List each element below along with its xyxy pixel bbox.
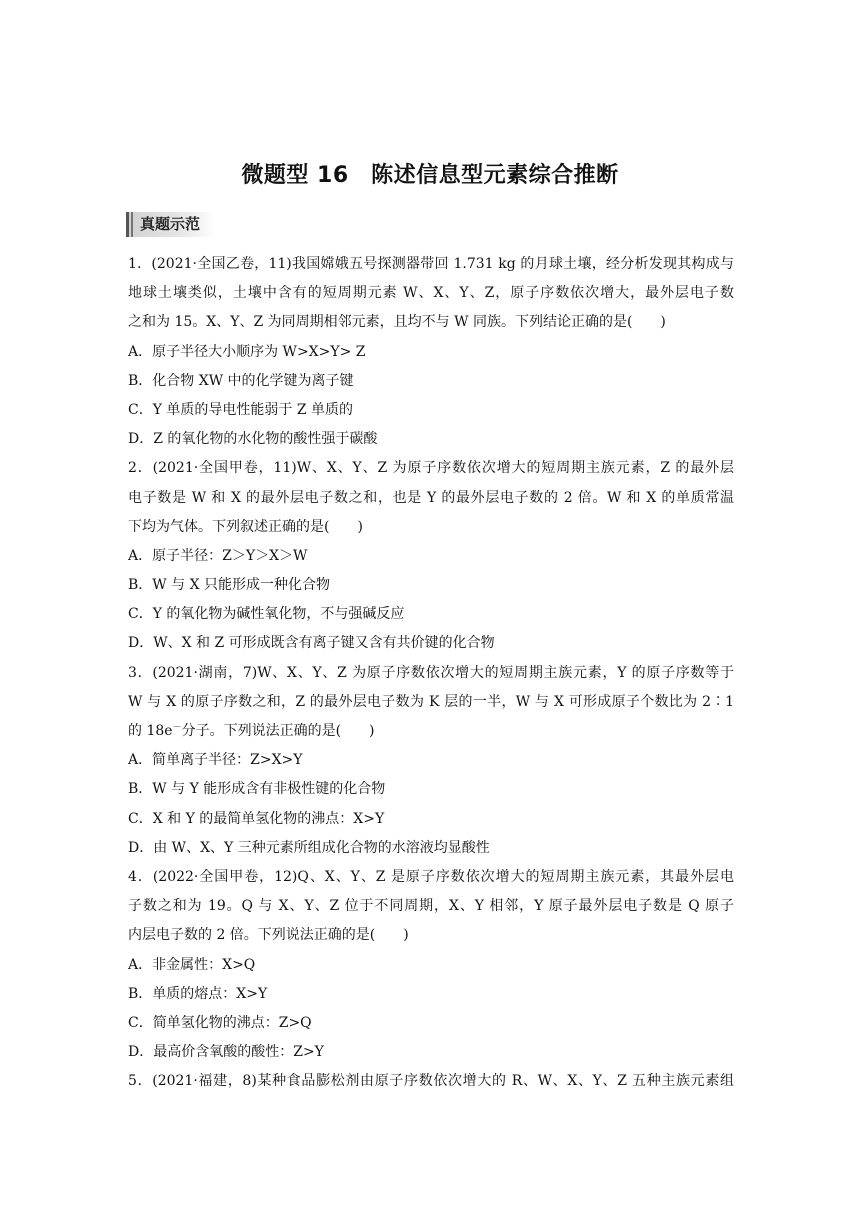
option-a: A．原子半径：Z＞Y＞X＞W <box>128 547 308 564</box>
option-a: A．简单离子半径：Z>X>Y <box>128 752 303 769</box>
question-stem-line: 子数之和为 19。Q 与 X、Y、Z 位于不同周期，X、Y 相邻，Y 原子最外层电子数是 Q 原子 <box>128 898 734 915</box>
question-stem-line <box>128 717 734 746</box>
question-stem-line: 3．(2021·湖南，7)W、X、Y、Z 为原子序数依次增大的短周期主族元素，Y 的原子序数等于 <box>128 664 734 681</box>
question-stem-line: 电子数是 W 和 X 的最外层电子数之和，也是 Y 的最外层电子数的 2 倍。W 和 X 的单质常温 <box>128 489 734 506</box>
option-d: D．Z 的氧化物的水化物的酸性强于碳酸 <box>128 431 378 448</box>
question-stem-line: 下均为气体。下列叙述正确的是( ) <box>128 518 363 535</box>
stem-text: 的 18e <box>128 723 173 739</box>
option-d: D．W、X 和 Z 可形成既含有离子键又含有共价键的化合物 <box>128 635 495 652</box>
option-c: C．简单氢化物的沸点：Z>Q <box>128 1014 312 1031</box>
option-d: D．最高价含氧酸的酸性：Z>Y <box>128 1044 324 1061</box>
question-stem-line: 2．(2021·全国甲卷，11)W、X、Y、Z 为原子序数依次增大的短周期主族元素，Z 的最外层 <box>128 460 734 477</box>
option-a: A．原子半径大小顺序为 W>X>Y> Z <box>128 343 366 360</box>
option-b: B．单质的熔点：X>Y <box>128 985 268 1002</box>
question-stem-line: W 与 X 的原子序数之和，Z 的最外层电子数为 K 层的一半，W 与 X 可形成原子个数比为 2∶1 <box>128 693 734 710</box>
option-c: C．X 和 Y 的最简单氢化物的沸点：X>Y <box>128 810 385 827</box>
option-c: C．Y 的氧化物为碱性氧化物，不与强碱反应 <box>128 606 405 623</box>
question-list <box>128 250 734 1096</box>
section-marker-bar <box>126 212 129 237</box>
question-2 <box>128 454 734 658</box>
question-1 <box>128 250 734 454</box>
question-stem-line: 4．(2022·全国甲卷，12)Q、X、Y、Z 是原子序数依次增大的短周期主族元素，其最外层电 <box>128 868 734 885</box>
question-stem-line: 之和为 15。X、Y、Z 为同周期相邻元素，且均不与 W 同族。下列结论正确的是( ) <box>128 314 666 331</box>
option-b: B．W 与 Y 能形成含有非极性键的化合物 <box>128 781 386 798</box>
question-stem-line: 地球土壤类似，土壤中含有的短周期元素 W、X、Y、Z，原子序数依次增大，最外层电子数 <box>128 285 734 302</box>
option-c: C．Y 单质的导电性能弱于 Z 单质的 <box>128 401 354 418</box>
superscript-charge: － <box>172 722 182 733</box>
stem-text: 分子。下列说法正确的是( ) <box>181 723 375 739</box>
option-a: A．非金属性：X>Q <box>128 956 256 973</box>
question-4 <box>128 863 734 1067</box>
page-title: 微题型 16 陈述信息型元素综合推断 <box>241 163 619 188</box>
question-stem-line: 5．(2021·福建，8)某种食品膨松剂由原子序数依次增大的 R、W、X、Y、Z 五种主族元素组 <box>128 1073 734 1090</box>
section-label: 真题示范 <box>140 215 201 233</box>
question-stem-line: 1．(2021·全国乙卷，11)我国嫦娥五号探测器带回 1.731 kg 的月球土壤，经分析发现其构成与 <box>128 256 734 272</box>
question-5 <box>128 1067 734 1096</box>
question-stem-line: 内层电子数的 2 倍。下列说法正确的是( ) <box>128 927 409 944</box>
question-3 <box>128 659 734 863</box>
option-b: B．化合物 XW 中的化学键为离子键 <box>128 372 354 389</box>
section-marker-bar <box>131 212 133 237</box>
option-b: B．W 与 X 只能形成一种化合物 <box>128 577 330 594</box>
option-d: D．由 W、X、Y 三种元素所组成化合物的水溶液均显酸性 <box>128 839 490 856</box>
section-header <box>126 212 216 237</box>
